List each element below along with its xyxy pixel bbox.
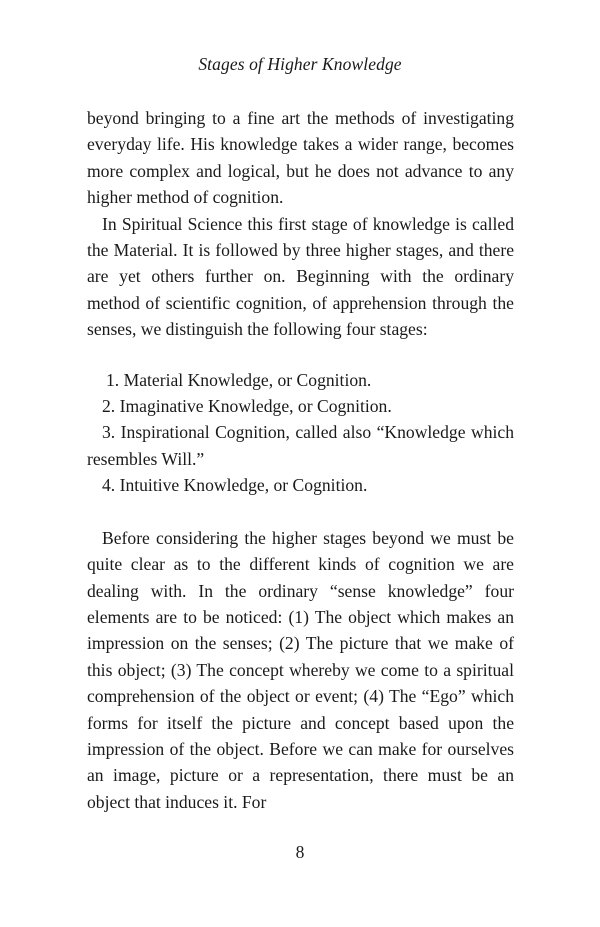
page-number: 8 (295, 842, 305, 862)
paragraph-cognition-elements: Before considering the higher stages beyond we must be quite clear as to the different kinds of cognition we are dealing with. In the ordinary “sense knowledge” four elements are to be noticed: (1) The object which makes an impression on the senses; (2) The picture that we make of this object; (3) The concept whereby we come to a spiritual comprehension of the object or event; (4) The “Ego” which forms for itself the picture and concept based upon the impression of the object. Before we can make for ourselves an image, picture or a representation, there must be an object that induces it. For (87, 527, 514, 812)
list-item-stage-3: 3. Inspirational Cognition, called also “Knowledge which resembles Will.” (87, 422, 514, 469)
stages-list (87, 367, 514, 499)
body-text (87, 105, 514, 815)
running-head: Stages of Higher Knowledge (198, 54, 402, 74)
paragraph-stages-intro: In Spiritual Science this first stage of knowledge is called the Material. It is followed by three higher stages, and there are yet others further on. Beginning with the ordinary method of scientific cognition, of apprehension through the senses, we distinguish the following four stages: (87, 213, 514, 340)
list-item-stage-4: 4. Intuitive Knowledge, or Cognition. (102, 475, 368, 496)
paragraph-continued: beyond bringing to a fine art the methods of investigating everyday life. His knowledge takes a wider range, becomes more complex and logical, but he does not advance to any higher method of cognition. (87, 108, 514, 208)
list-item-stage-1: 1. Material Knowledge, or Cognition. (106, 369, 372, 390)
list-item-stage-2: 2. Imaginative Knowledge, or Cognition. (102, 396, 392, 417)
